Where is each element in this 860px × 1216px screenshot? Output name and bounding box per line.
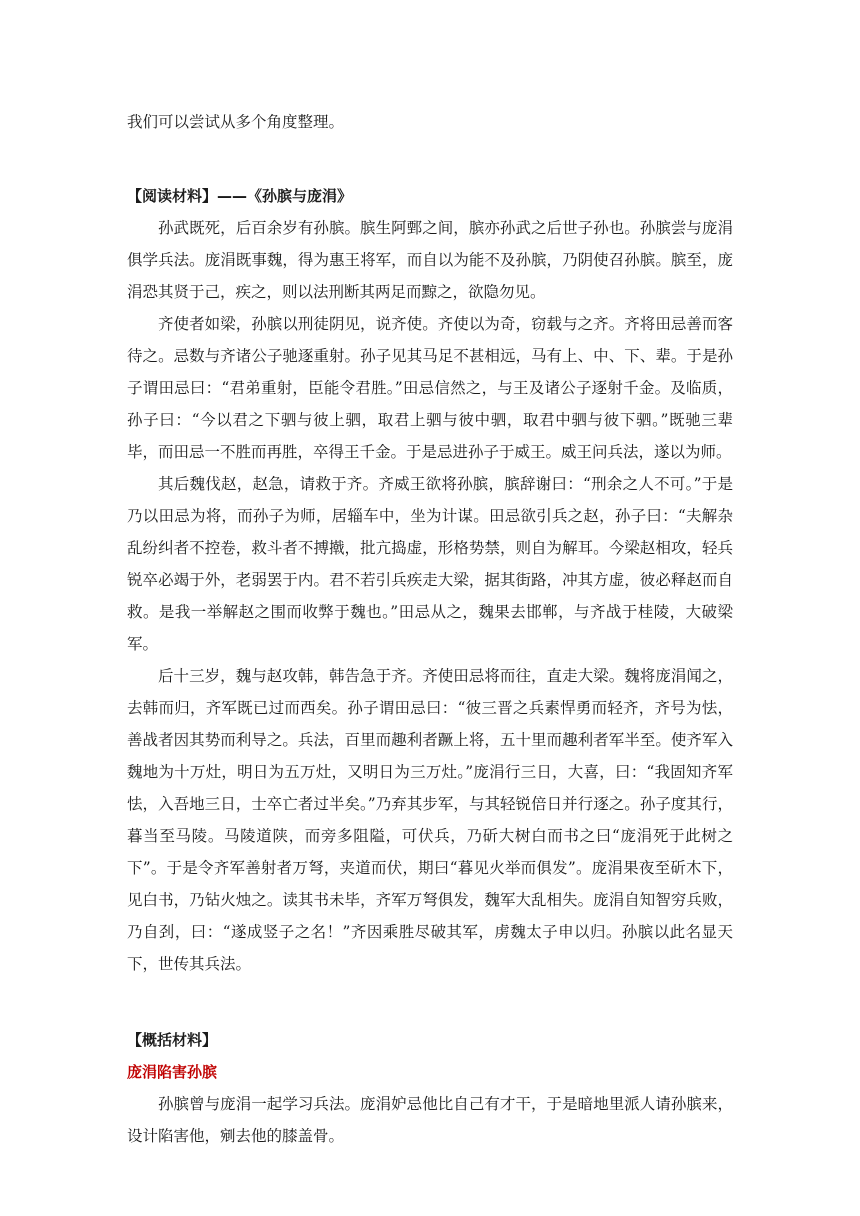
summary-subtitle: 庞涓陷害孙膑: [127, 1063, 218, 1081]
reading-material-heading: 【阅读材料】——《孙膑与庞涓》: [127, 187, 353, 205]
intro-sentence: 我们可以尝试从多个角度整理。: [127, 113, 345, 131]
summary-paragraph: 孙膑曾与庞涓一起学习兵法。庞涓妒忌他比自己有才干，于是暗地里派人请孙膑来，设计陷害他，剜去他的膝盖骨。: [127, 1095, 733, 1145]
reading-paragraph-4: 后十三岁，魏与赵攻韩，韩告急于齐。齐使田忌将而往，直走大梁。魏将庞涓闻之，去韩而归，齐军既已过而西矣。孙子谓田忌曰：“彼三晋之兵素悍勇而轻齐，齐号为怯，善战者因其势而利导之。兵法，百里而趣利者蹶上将，五十里而趣利者军半至。使齐军入魏地为十万灶，明日为五万灶，又明日为三万灶。”庞涓行三日，大喜，曰：“我固知齐军怯，入吾地三日，士卒亡者过半矣。”乃弃其步军，与其轻锐倍日并行逐之。孙子度其行，暮当至马陵。马陵道陕，而旁多阻隘，可伏兵，乃斫大树白而书之曰“庞涓死于此树之下”。于是令齐军善射者万弩，夹道而伏，期曰“暮见火举而俱发”。庞涓果夜至斫木下，见白书，乃钻火烛之。读其书未毕，齐军万弩俱发，魏军大乱相失。庞涓自知智穷兵败，乃自刭，曰：“遂成竖子之名！”齐因乘胜尽破其军，虏魏太子申以归。孙膑以此名显天下，世传其兵法。: [127, 667, 733, 973]
document-body: [127, 106, 733, 1152]
reading-paragraph-2: 齐使者如梁，孙膑以刑徒阴见，说齐使。齐使以为奇，窃载与之齐。齐将田忌善而客待之。忌数与齐诸公子驰逐重射。孙子见其马足不甚相远，马有上、中、下、辈。于是孙子谓田忌曰：“君弟重射，臣能令君胜。”田忌信然之，与王及诸公子逐射千金。及临质，孙子曰：“今以君之下驷与彼上驷，取君上驷与彼中驷，取君中驷与彼下驷。”既驰三辈毕，而田忌一不胜而再胜，卒得王千金。于是忌进孙子于威王。威王问兵法，遂以为师。: [127, 315, 733, 461]
summary-material-heading: 【概括材料】: [127, 1031, 218, 1049]
spacer: [127, 138, 733, 180]
reading-paragraph-3: 其后魏伐赵，赵急，请救于齐。齐威王欲将孙膑，膑辞谢曰：“刑余之人不可。”于是乃以田忌为将，而孙子为师，居辎车中，坐为计谋。田忌欲引兵之赵，孙子曰：“夫解杂乱纷纠者不控卷，救斗者不搏撠，批亢捣虚，形格势禁，则自为解耳。今梁赵相攻，轻兵锐卒必竭于外，老弱罢于内。君不若引兵疾走大梁，据其街路，冲其方虚，彼必释赵而自救。是我一举解赵之围而收弊于魏也。”田忌从之，魏果去邯郸，与齐战于桂陵，大破梁军。: [127, 475, 733, 653]
reading-paragraph-1: 孙武既死，后百余岁有孙膑。膑生阿鄄之间，膑亦孙武之后世子孙也。孙膑尝与庞涓俱学兵法。庞涓既事魏，得为惠王将军，而自以为能不及孙膑，乃阴使召孙膑。膑至，庞涓恐其贤于己，疾之，则以法刑断其两足而黥之，欲隐勿见。: [127, 219, 733, 301]
spacer: [127, 980, 733, 1024]
